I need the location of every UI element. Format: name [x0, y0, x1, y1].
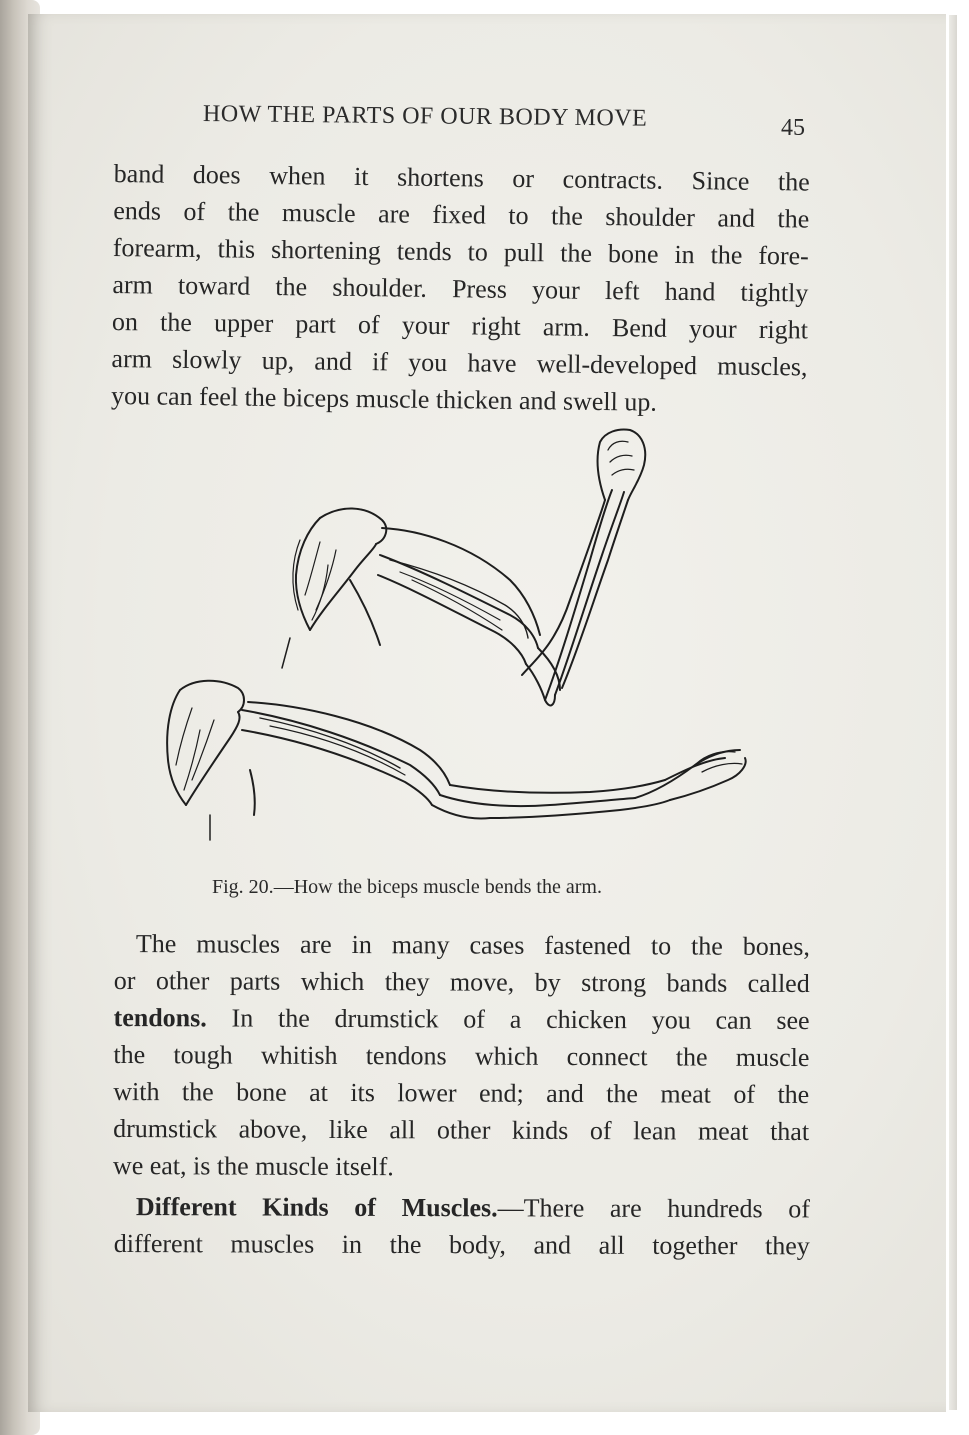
- paragraph-line-rest: —There are hundreds of: [497, 1193, 810, 1224]
- page-stack-edge: [949, 15, 957, 1410]
- figure-caption: [212, 876, 772, 899]
- paragraph-2: [113, 925, 810, 1187]
- biceps-arm-drawing: [150, 420, 760, 865]
- paragraph-line: forearm, this shortening tends to pull the bone in the fore-: [112, 232, 809, 271]
- paragraph-line: [114, 999, 810, 1039]
- term-tendons: tendons.: [113, 1002, 207, 1033]
- paragraph-3: [114, 1188, 810, 1264]
- paragraph-line: we eat, is the muscle itself.: [112, 1150, 394, 1182]
- running-head: [0, 101, 969, 141]
- paragraph-line: drumstick above, like all other kinds of lean meat that: [113, 1113, 810, 1147]
- paragraph-1: [111, 155, 810, 422]
- paragraph-line: the tough whitish tendons which connect the muscle: [113, 1039, 810, 1073]
- paragraph-line: arm toward the shoulder. Press your left hand tightly: [112, 269, 809, 308]
- paragraph-line: on the upper part of your right arm. Bend your right: [111, 306, 809, 345]
- figure-label: Fig. 20.: [212, 876, 274, 898]
- running-head-title: HOW THE PARTS OF OUR BODY MOVE: [202, 101, 648, 132]
- paragraph-line: band does when it shortens or contracts. Since the: [113, 158, 810, 197]
- section-heading: Different Kinds of Muscles.: [135, 1192, 498, 1223]
- paragraph-line: you can feel the biceps muscle thicken and swell up.: [110, 380, 658, 417]
- paragraph-line: arm slowly up, and if you have well-developed muscles,: [111, 343, 808, 382]
- arm-illustration: [150, 420, 760, 865]
- page-number: 45: [781, 115, 805, 141]
- paragraph-line: or other parts which they move, by strong bands called: [113, 965, 810, 999]
- figure-caption-text: —How the biceps muscle bends the arm.: [273, 876, 602, 898]
- paragraph-line: The muscles are in many cases fastened to the bones,: [135, 929, 810, 962]
- paragraph-line: ends of the muscle are fixed to the shoulder and the: [113, 195, 810, 234]
- paragraph-line-rest: In the drumstick of a chicken you can see: [206, 1003, 810, 1036]
- paragraph-line: different muscles in the body, and all together they: [113, 1228, 810, 1261]
- paragraph-line: [114, 1188, 810, 1227]
- paragraph-line: with the bone at its lower end; and the meat of the: [113, 1076, 810, 1110]
